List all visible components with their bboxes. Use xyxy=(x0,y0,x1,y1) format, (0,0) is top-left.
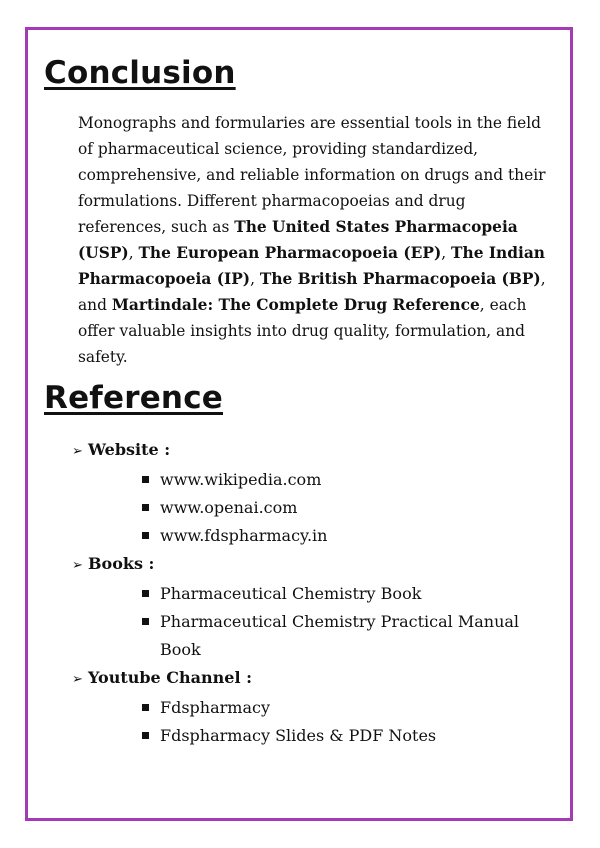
square-bullet-icon xyxy=(142,704,149,711)
category-label: Website : xyxy=(88,440,171,459)
list-item xyxy=(142,722,562,750)
books-list xyxy=(72,580,562,664)
separator: , and xyxy=(78,270,546,314)
website-link: www.openai.com xyxy=(160,498,298,517)
reference-list xyxy=(72,436,562,750)
website-link: www.wikipedia.com xyxy=(160,470,322,489)
square-bullet-icon xyxy=(142,532,149,539)
youtube-list xyxy=(72,694,562,750)
website-link: www.fdspharmacy.in xyxy=(160,526,328,545)
separator: , xyxy=(250,270,260,288)
book-title: Pharmaceutical Chemistry Practical Manual Book xyxy=(160,612,520,659)
category-label: Books : xyxy=(88,554,155,573)
conclusion-text-2: , each offer valuable insights into drug quality, formulation, and safety. xyxy=(78,296,527,366)
separator: , xyxy=(441,244,452,262)
square-bullet-icon xyxy=(142,732,149,739)
list-item xyxy=(142,580,562,608)
separator: , xyxy=(128,244,139,262)
category-label: Youtube Channel : xyxy=(88,668,253,687)
conclusion-heading: Conclusion xyxy=(44,55,236,91)
list-item xyxy=(142,608,562,664)
arrow-bullet-icon: ➢ xyxy=(72,444,83,459)
square-bullet-icon xyxy=(142,504,149,511)
conclusion-paragraph xyxy=(78,110,558,370)
ip-term: The Indian Pharmacopoeia (IP) xyxy=(78,244,545,288)
reference-category-website xyxy=(72,436,562,550)
ep-term: The European Pharmacopoeia (EP) xyxy=(138,244,442,262)
channel-name: Fdspharmacy xyxy=(160,698,270,717)
reference-heading: Reference xyxy=(44,380,223,416)
square-bullet-icon xyxy=(142,618,149,625)
arrow-bullet-icon: ➢ xyxy=(72,672,83,687)
channel-name: Fdspharmacy Slides & PDF Notes xyxy=(160,726,437,745)
bp-term: The British Pharmacopoeia (BP) xyxy=(259,270,541,288)
conclusion-text-1: Monographs and formularies are essential tools in the field of pharmaceutical science, providing standardized, comprehensive, and reliable information on drugs and their formulations. Different pharmacopoeias and drug references, such as xyxy=(78,114,546,236)
list-item xyxy=(142,694,562,722)
square-bullet-icon xyxy=(142,476,149,483)
list-item xyxy=(142,494,562,522)
book-title: Pharmaceutical Chemistry Book xyxy=(160,584,422,603)
reference-category-youtube xyxy=(72,664,562,750)
website-list xyxy=(72,466,562,550)
usp-term: The United States Pharmacopeia (USP) xyxy=(78,218,518,262)
reference-category-books xyxy=(72,550,562,664)
square-bullet-icon xyxy=(142,590,149,597)
arrow-bullet-icon: ➢ xyxy=(72,558,83,573)
martindale-term: Martindale: The Complete Drug Reference xyxy=(111,296,480,314)
list-item xyxy=(142,522,562,550)
list-item xyxy=(142,466,562,494)
